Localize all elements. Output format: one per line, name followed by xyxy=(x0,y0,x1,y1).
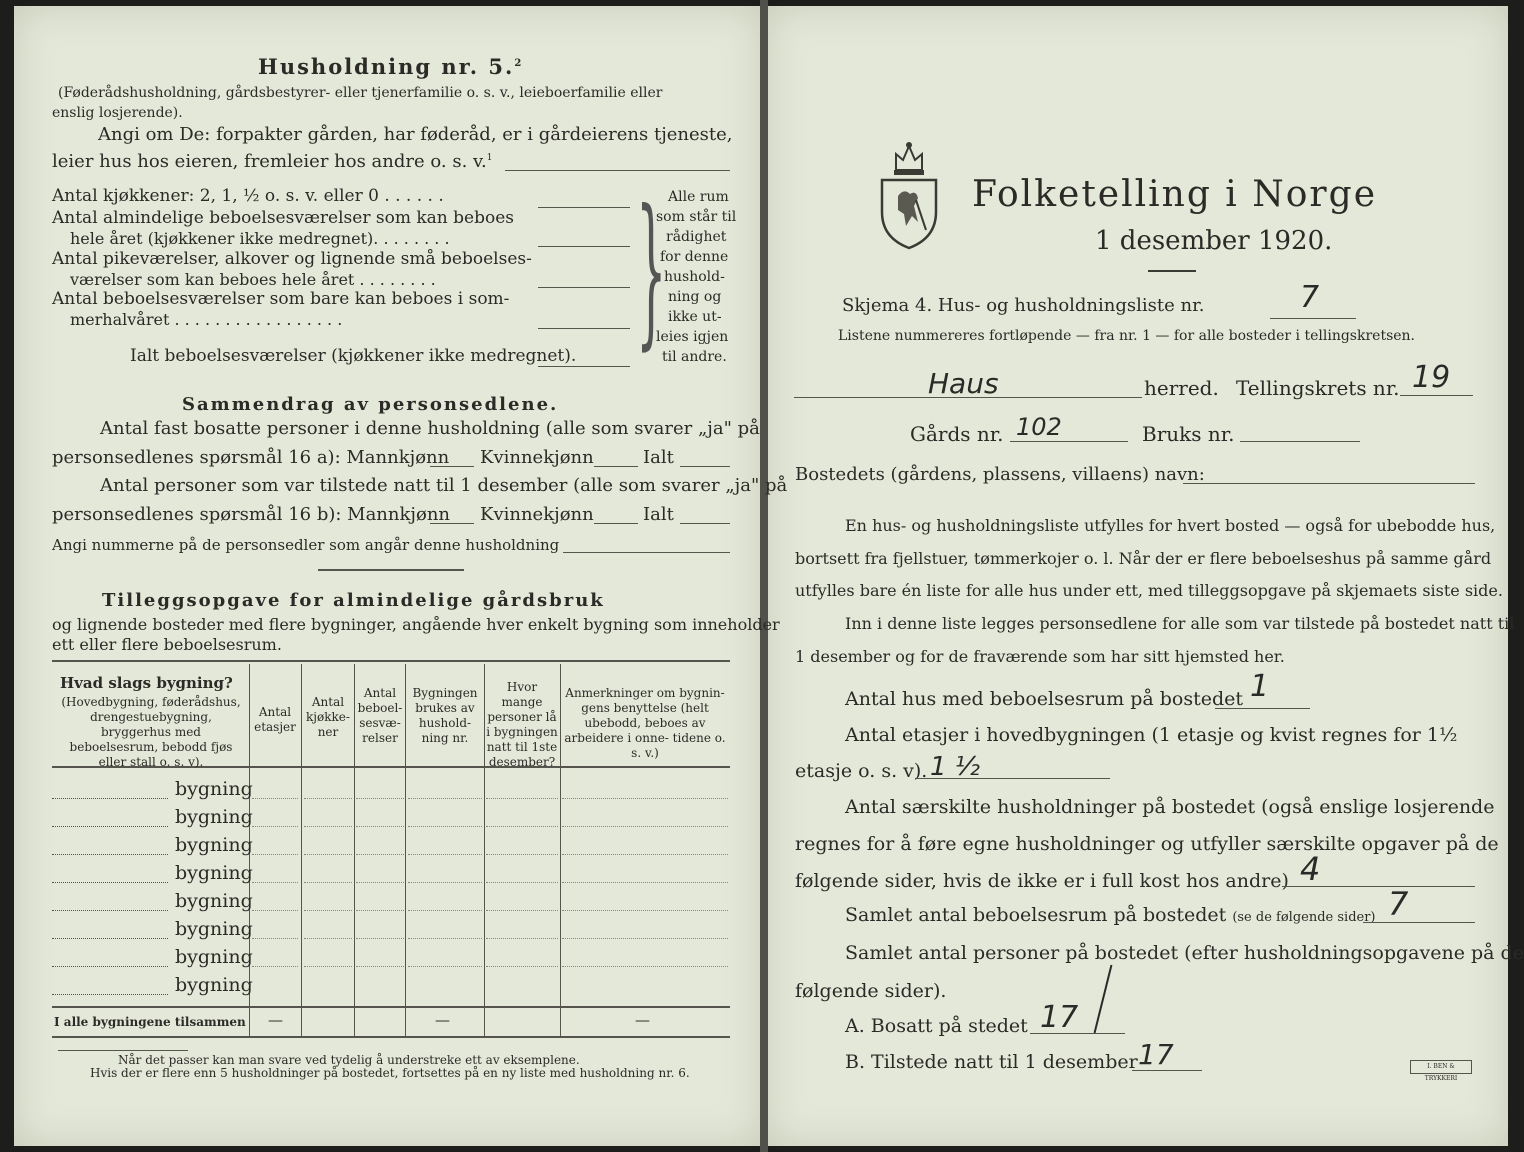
coat-of-arms-icon xyxy=(878,140,940,252)
extra-text: og lignende bosteder med flere bygninger, angående hver enkelt bygning som inneholder xyxy=(52,615,780,634)
bosatt-value: 17 xyxy=(1040,1000,1079,1035)
rooms-line-1: Antal almindelige beboelsesværelser som kan beboes xyxy=(52,208,514,228)
antal-hus-label: Antal hus med beboelsesrum på bostedet xyxy=(845,688,1244,710)
para1-line-2: utfylles bare én liste for alle hus under ett, med tilleggsopgave på skjemaets siste side. xyxy=(795,581,1503,600)
schema-value: 7 xyxy=(1300,280,1320,315)
summary-line-2: Antal personer som var tilstede natt til 1 desember (alle som svarer „ja" på xyxy=(100,475,788,496)
table-row-label: bygning xyxy=(175,946,253,968)
para1-line-1: bortsett fra fjellstuer, tømmerkojer o. l. Når der er flere beboelseshus på samme gård xyxy=(795,549,1492,568)
antal-hus-value: 1 xyxy=(1250,669,1270,704)
brace: } xyxy=(636,176,667,367)
footnote-2: Hvis der er flere enn 5 husholdninger på bostedet, fortsettes på en ny liste med husholdning nr. 6. xyxy=(90,1066,690,1080)
husholdninger-value: 4 xyxy=(1300,850,1321,888)
husholdninger-line-2: følgende sider, hvis de ikke er i full kost hos andre) xyxy=(795,870,1289,892)
total-dash: — xyxy=(435,1011,450,1029)
husholdninger-line-0: Antal særskilte husholdninger på bostedet (også enslige losjerende xyxy=(845,796,1495,818)
col-header-household: Bygningen brukes av hushold- ning nr. xyxy=(412,686,478,745)
rooms-line-5: Antal beboelsesværelser som bare kan beboes i som- xyxy=(52,289,510,309)
rooms-line-4: værelser som kan beboes hele året . . . . . . . . xyxy=(70,270,436,289)
samlet-pers-line-1: følgende sider). xyxy=(795,980,947,1002)
footnote-1: Når det passer kan man svare ved tydelig å understreke ett av eksemplene. xyxy=(118,1053,580,1067)
samlet-pers-line-0: Samlet antal personer på bostedet (efter husholdningsopgavene på de xyxy=(845,942,1524,964)
bosatt-label: A. Bosatt på stedet xyxy=(845,1015,1028,1037)
rooms-total: Ialt beboelsesværelser (kjøkkener ikke medregnet). xyxy=(130,346,577,366)
answer-line xyxy=(505,170,730,171)
table-row-label: bygning xyxy=(175,862,253,884)
total-dash: — xyxy=(635,1011,650,1029)
tilstede-label: B. Tilstede natt til 1 desember xyxy=(845,1051,1138,1073)
rooms-line-2: hele året (kjøkkener ikke medregnet). . . . . . . . xyxy=(70,229,450,248)
table-row-label: bygning xyxy=(175,918,253,940)
samlet-rum-value: 7 xyxy=(1388,885,1409,923)
para1-line-0: En hus- og husholdningsliste utfylles for hvert bosted — også for ubebodde hus, xyxy=(845,516,1496,535)
col-header-remarks: Anmerkninger om bygnin- gens benyttelse (helt ubebodd, beboes av arbeidere i onne- tidene o. s. v.) xyxy=(564,686,726,760)
ialt-label-2: Ialt xyxy=(643,504,674,525)
numbering-note: Listene nummereres fortløpende — fra nr. 1 — for alle bosteder i tellingskretsen. xyxy=(838,328,1416,344)
summary-line-3: personsedlenes spørsmål 16 b): Mannkjønn xyxy=(52,504,451,525)
col-header-kitchens: Antal kjøkke- ner xyxy=(306,695,350,739)
table-row-label: bygning xyxy=(175,834,253,856)
krets-label: Tellingskrets nr. xyxy=(1236,376,1400,400)
summary-line-1: personsedlenes spørsmål 16 a): Mannkjønn xyxy=(52,447,450,468)
gards-value: 102 xyxy=(1016,413,1062,441)
summary-title: Sammendrag av personsedlene. xyxy=(182,394,559,415)
etasjer-label: Antal etasjer i hovedbygningen (1 etasje og kvist regnes for 1½ xyxy=(845,724,1458,746)
table-row-label: bygning xyxy=(175,778,253,800)
rooms-line-6: merhalvåret . . . . . . . . . . . . . . . . . xyxy=(70,310,343,329)
para2-line-1: 1 desember og for de fraværende som har sitt hjemsted her. xyxy=(795,647,1285,666)
extra-text-2: ett eller flere beboelsesrum. xyxy=(52,635,282,654)
intro-note-2: enslig losjerende). xyxy=(52,105,183,121)
col-header-floors: Antal etasjer xyxy=(254,705,296,734)
kvinne-label-1: Kvinnekjønn xyxy=(480,447,594,468)
summary-line-0: Antal fast bosatte personer i denne husholdning (alle som svarer „ja" på xyxy=(100,418,760,439)
rooms-line-0: Antal kjøkkener: 2, 1, ½ o. s. v. eller 0 . . . . . . xyxy=(52,186,444,206)
para2-line-0: Inn i denne liste legges personsedlene for alle som var tilstede på bostedet natt til xyxy=(845,614,1515,633)
rooms-line-3: Antal pikeværelser, alkover og lignende små beboelses- xyxy=(52,249,532,269)
etasjer-label-2: etasje o. s. v). xyxy=(795,760,928,782)
household-title: Husholdning nr. 5.$^2$ xyxy=(258,54,524,79)
intro-note: (Føderådshusholdning, gårdsbestyrer- eller tjenerfamilie o. s. v., leieboerfamilie eller xyxy=(58,85,663,101)
printer-stamp: I. BEN & TRYKKERI xyxy=(1410,1060,1472,1074)
table-row-label: bygning xyxy=(175,974,253,996)
herred-label: herred. xyxy=(1144,376,1219,400)
extra-title: Tilleggsopgave for almindelige gårdsbruk xyxy=(102,590,605,611)
question-1: Angi om De: forpakter gården, har føderåd, er i gårdeierens tjeneste, xyxy=(98,124,733,145)
col-header-rooms: Antal beboel- sesvæ- relser xyxy=(357,686,403,745)
samlet-rum-label: Samlet antal beboelsesrum på bostedet (se de følgende sider) xyxy=(845,904,1376,926)
table-row-label: bygning xyxy=(175,890,253,912)
census-title: Folketelling i Norge xyxy=(972,174,1377,215)
table-row-label: bygning xyxy=(175,806,253,828)
table-total-label: I alle bygningene tilsammen xyxy=(54,1015,246,1029)
question-1b: leier hus hos eieren, fremleier hos andre o. s. v.$^1$ xyxy=(52,151,493,172)
divider xyxy=(318,569,464,571)
bosted-label: Bostedets (gårdens, plassens, villaens) navn: xyxy=(795,464,1205,485)
col-header-persons: Hvor mange personer lå i bygningen natt til 1ste desember? xyxy=(486,680,558,769)
herred-value: Haus xyxy=(928,367,999,400)
husholdninger-line-1: regnes for å føre egne husholdninger og utfyller særskilte opgaver på de xyxy=(795,833,1499,855)
kvinne-label-2: Kvinnekjønn xyxy=(480,504,594,525)
col-header-type-sub: (Hovedbygning, føderådshus, drengestuebygning, bryggerhus med beboelsesrum, bebodd fjøs eller stall o. s. v). xyxy=(61,695,241,769)
bruks-label: Bruks nr. xyxy=(1142,422,1235,446)
total-dash: — xyxy=(268,1011,283,1029)
summary-line-4: Angi nummerne på de personsedler som angår denne husholdning xyxy=(52,536,560,554)
etasjer-value: 1 ½ xyxy=(930,752,981,782)
gards-label: Gårds nr. xyxy=(910,422,1004,446)
schema-label: Skjema 4. Hus- og husholdningsliste nr. xyxy=(842,295,1205,316)
col-header-type: Hvad slags bygning? xyxy=(60,674,233,692)
ialt-label-1: Ialt xyxy=(643,447,674,468)
krets-value: 19 xyxy=(1412,360,1451,395)
census-date: 1 desember 1920. xyxy=(1095,226,1333,256)
tilstede-value: 17 xyxy=(1138,1038,1174,1071)
page-fold xyxy=(760,0,768,1152)
